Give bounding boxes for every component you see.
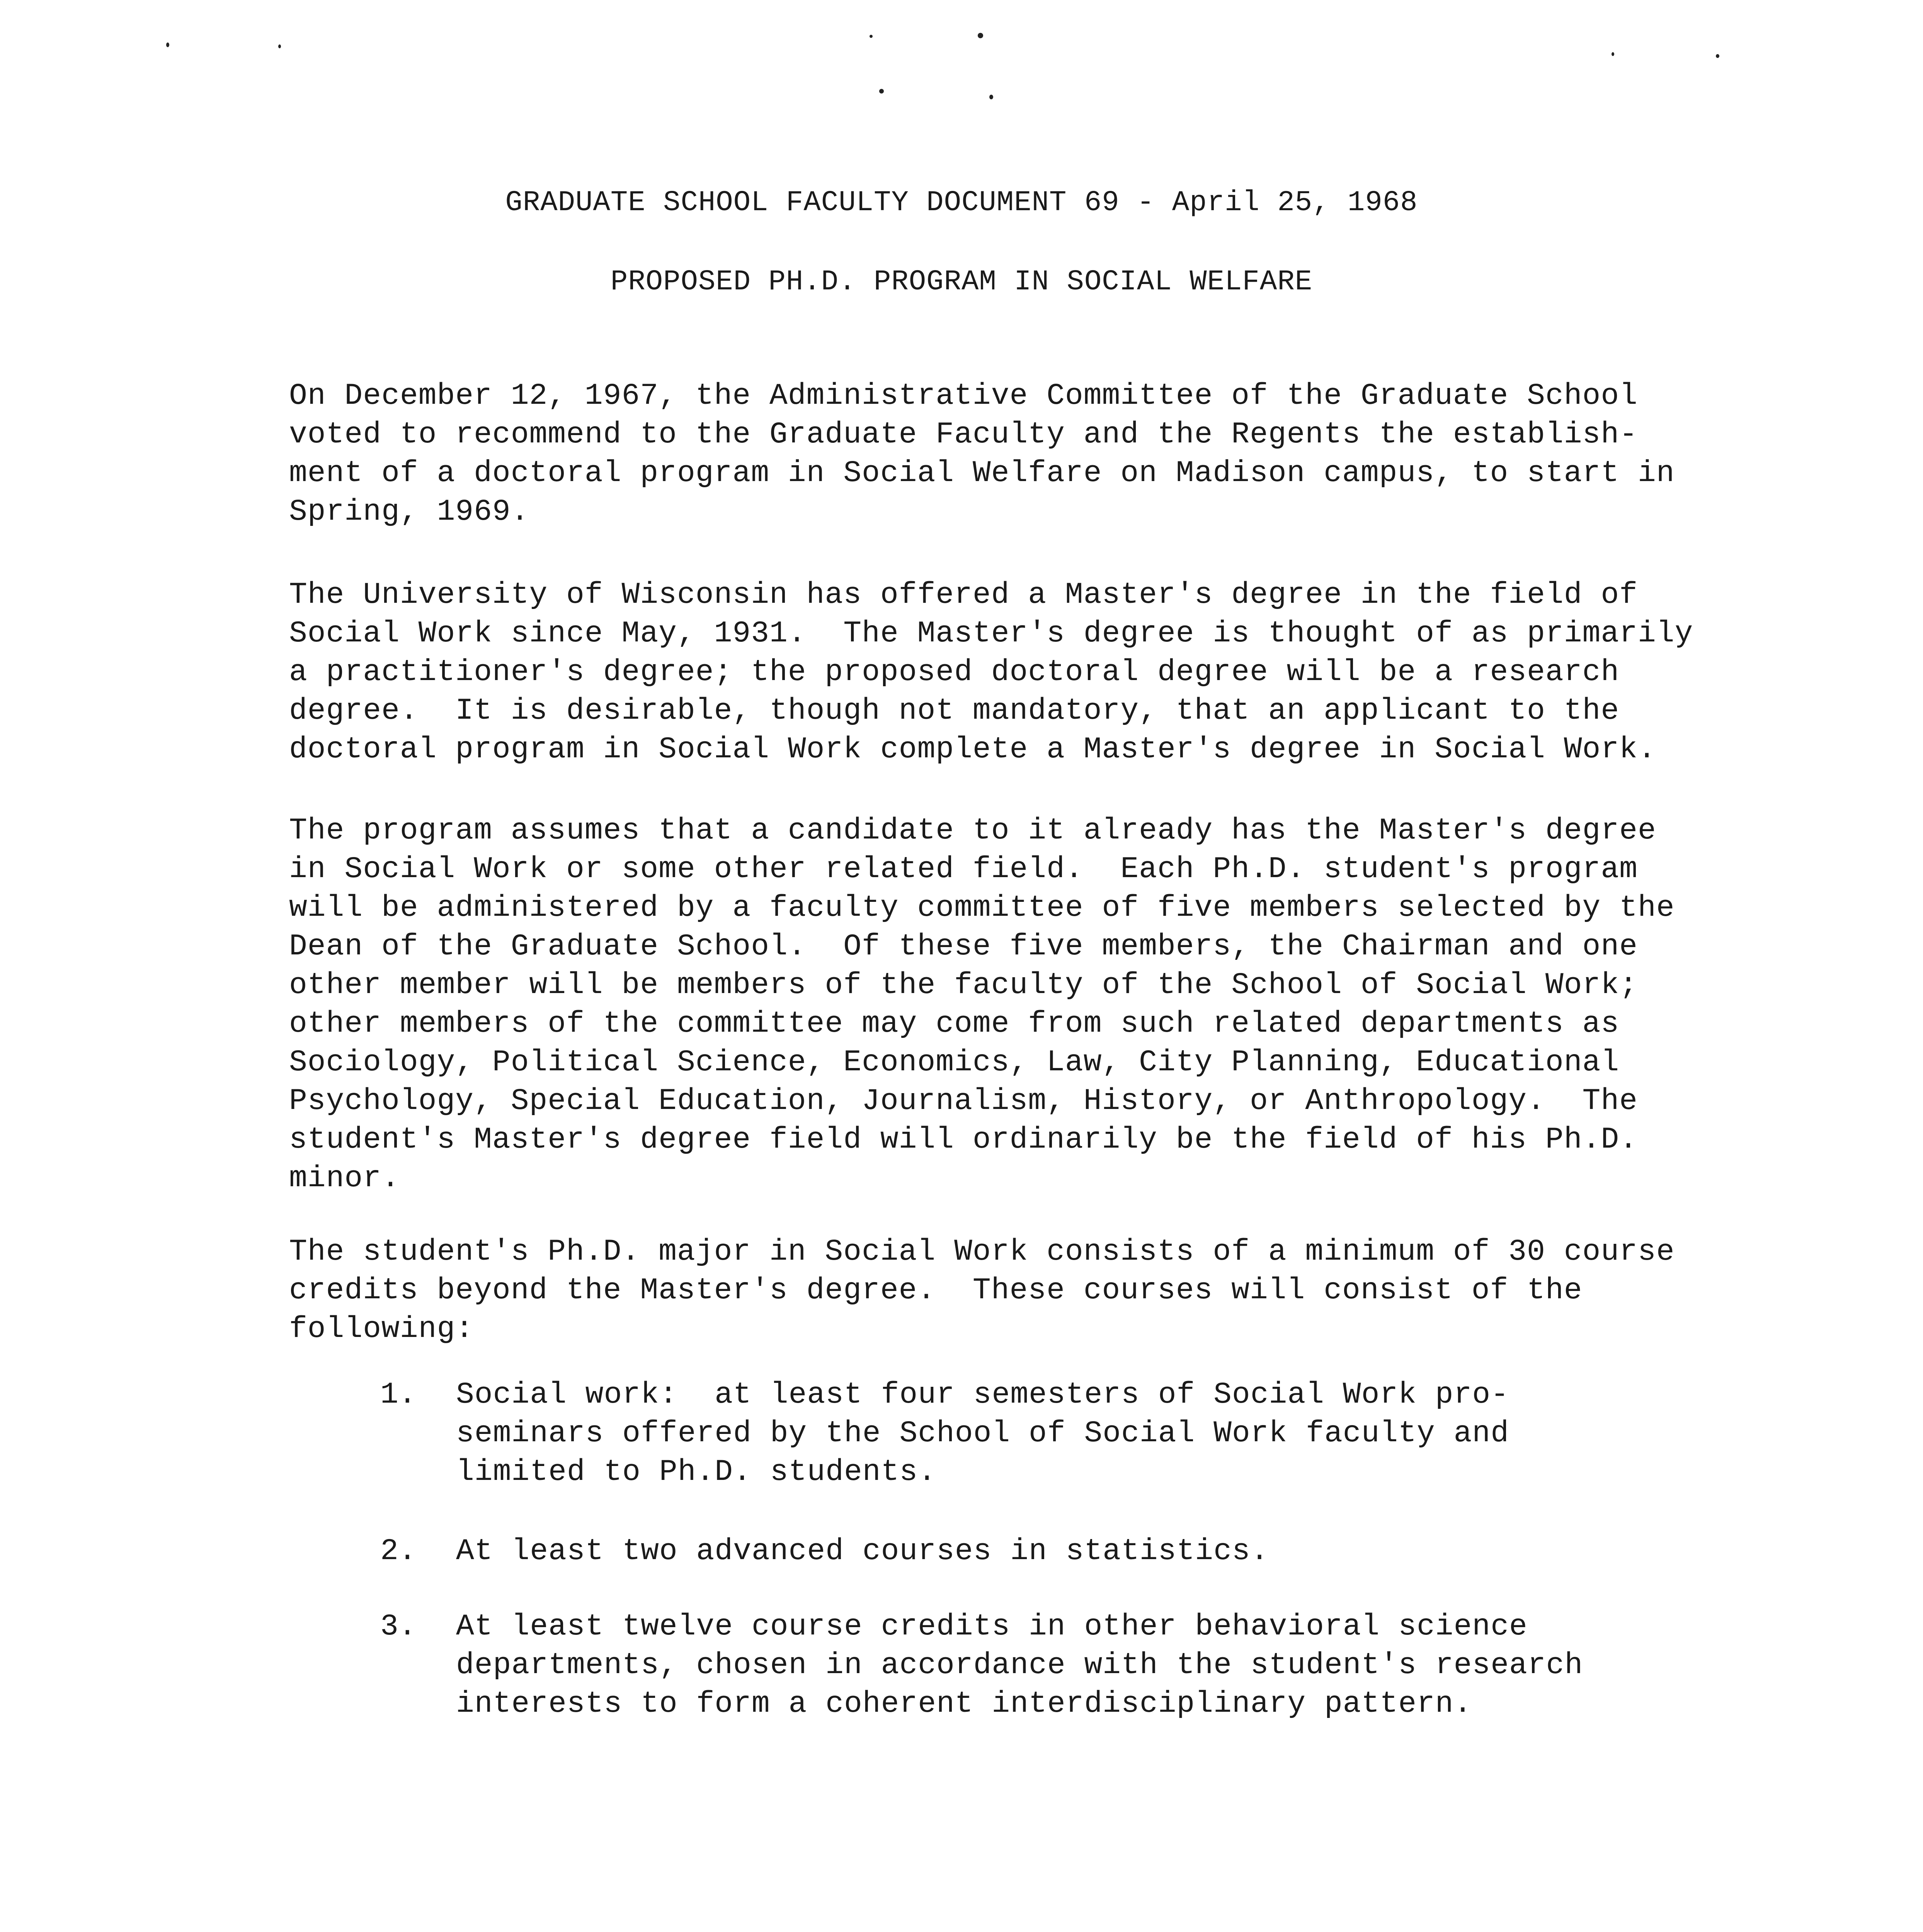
scan-speck	[166, 43, 169, 47]
scan-speck	[278, 44, 281, 48]
scan-speck	[978, 33, 983, 38]
paragraph-program-administration: The program assumes that a candidate to it already has the Master's degree in Social Work or some other related field. Each Ph.D. student's program will be administered by a faculty committee of five members selected by the Dean of the Graduate School. Of these five members, the Chairman and one other member will be members of the faculty of the School of Social Work; other members of the committee may come from such related departments as Sociology, Political Science, Economics, Law, City Planning, Educational Psychology, Special Education, Journalism, History, or Anthropology. The student's Master's degree field will ordinarily be the field of his Ph.D. minor.	[289, 814, 1675, 1196]
scan-speck	[879, 89, 884, 94]
scan-speck	[870, 35, 873, 38]
paragraph-committee-vote: On December 12, 1967, the Administrative Committee of the Graduate School voted to recommend to the Graduate Faculty and the Regents the establish- ment of a doctoral program in Social Welfare on Madison campus, to start in Spring, 1969.	[289, 379, 1675, 529]
list-item-number: 3.	[380, 1610, 417, 1644]
scan-speck	[1612, 52, 1614, 56]
list-item-text: Social work: at least four semesters of Social Work pro- seminars offered by the School of Social Work faculty and limited to Ph.D. students.	[456, 1378, 1509, 1489]
scan-speck	[989, 95, 993, 99]
scan-speck	[1716, 54, 1719, 58]
document-title: PROPOSED PH.D. PROGRAM IN SOCIAL WELFARE	[610, 266, 1313, 298]
list-item-text: At least twelve course credits in other behavioral science departments, chosen in accordance with the student's research interests to form a coherent interdisciplinary pattern.	[456, 1610, 1583, 1721]
paragraph-major-requirements: The student's Ph.D. major in Social Work consists of a minimum of 30 course credits beyond the Master's degree. These courses will consist of the following:	[289, 1235, 1675, 1346]
list-item-number: 2.	[380, 1534, 417, 1568]
paragraph-masters-history: The University of Wisconsin has offered a Master's degree in the field of Social Work since May, 1931. The Master's degree is thought of as primarily a practitioner's degree; the proposed doctoral degree will be a research degree. It is desirable, though not mandatory, that an applicant to the doctoral program in Social Work complete a Master's degree in Social Work.	[289, 578, 1693, 767]
list-item-number: 1.	[380, 1378, 417, 1412]
document-header: GRADUATE SCHOOL FACULTY DOCUMENT 69 - April 25, 1968	[505, 187, 1418, 219]
list-item-text: At least two advanced courses in statistics.	[456, 1534, 1269, 1568]
